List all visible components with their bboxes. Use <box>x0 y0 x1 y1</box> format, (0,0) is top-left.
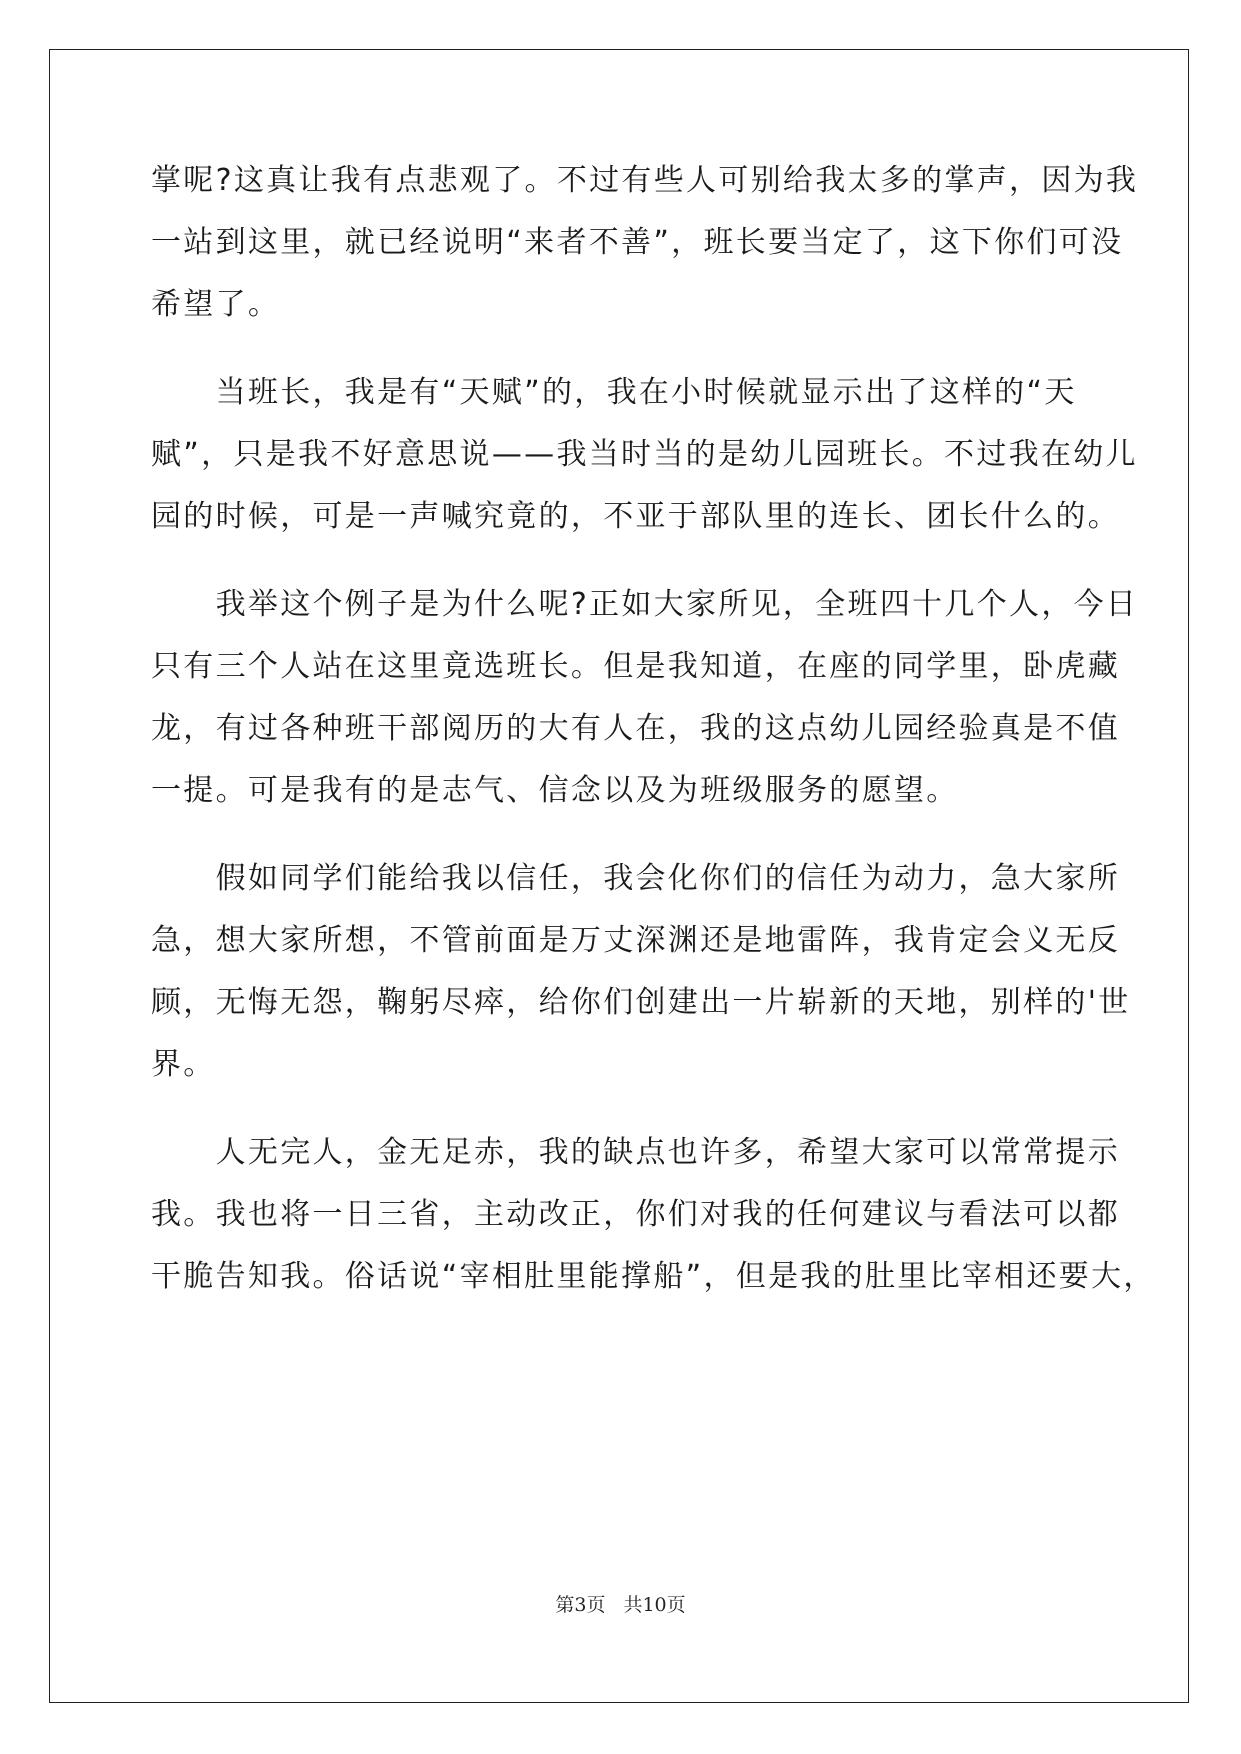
text-line: 一站到这里，就已经说明“来者不善”，班长要当定了，这下你们可没 <box>151 225 1124 260</box>
text-line: 一提。可是我有的是志气、信念以及为班级服务的愿望。 <box>151 773 959 808</box>
text-line: 园的时候，可是一声喊究竟的，不亚于部队里的连长、团长什么的。 <box>151 499 1120 534</box>
text-line: 只有三个人站在这里竟选班长。但是我知道，在座的同学里，卧虎藏 <box>151 649 1120 684</box>
text-line: 我举这个例子是为什么呢?正如大家所见，全班四十几个人，今日 <box>151 587 1139 622</box>
text-line: 龙，有过各种班干部阅历的大有人在，我的这点幼儿园经验真是不值 <box>151 711 1120 746</box>
text-line: 希望了。 <box>151 287 281 322</box>
page-footer <box>0 1590 1241 1617</box>
text-line: 我。我也将一日三省，主动改正，你们对我的任何建议与看法可以都 <box>151 1197 1120 1232</box>
page-number: 第3页 <box>555 1594 606 1616</box>
text-line: 界。 <box>151 1047 216 1082</box>
text-line: 干脆告知我。俗话说“宰相肚里能撑船”，但是我的肚里比宰相还要大， <box>151 1259 1156 1294</box>
text-line: 假如同学们能给我以信任，我会化你们的信任为动力，急大家所 <box>151 861 1120 896</box>
text-line: 急，想大家所想，不管前面是万丈深渊还是地雷阵，我肯定会义无反 <box>151 923 1120 958</box>
text-line: 赋”，只是我不好意思说——我当时当的是幼儿园班长。不过我在幼儿 <box>151 437 1138 472</box>
text-line: 当班长，我是有“天赋”的，我在小时候就显示出了这样的“天 <box>151 375 1077 410</box>
text-line: 顾，无悔无怨，鞠躬尽瘁，给你们创建出一片崭新的天地，别样的'世 <box>151 985 1131 1020</box>
text-line: 人无完人，金无足赤，我的缺点也许多，希望大家可以常常提示 <box>151 1135 1120 1170</box>
document-body <box>151 150 1156 1308</box>
page-total: 共10页 <box>623 1594 686 1616</box>
text-line: 掌呢?这真让我有点悲观了。不过有些人可别给我太多的掌声，因为我 <box>151 163 1139 198</box>
